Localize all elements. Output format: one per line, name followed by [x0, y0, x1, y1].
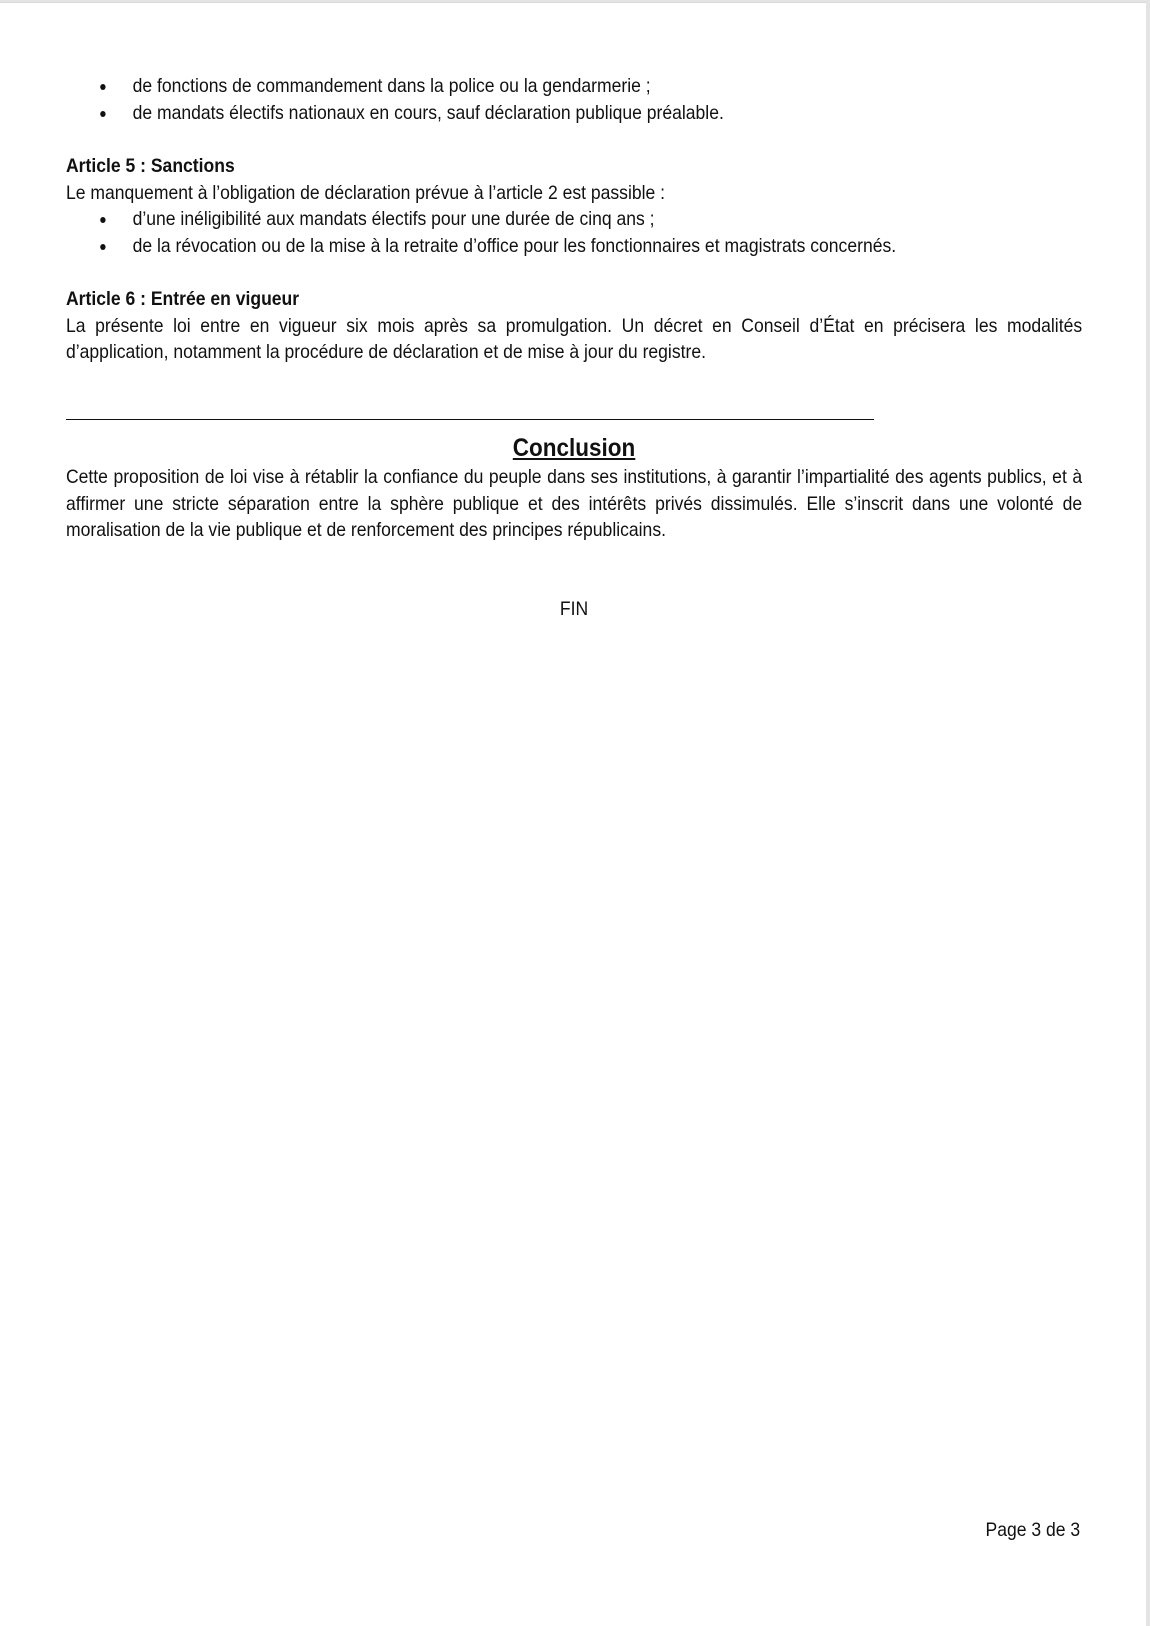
- bullet-icon: [100, 84, 105, 90]
- list-item: [66, 233, 1082, 260]
- section-divider: [66, 419, 874, 420]
- conclusion-title: Conclusion: [512, 434, 636, 462]
- conclusion-text: Cette proposition de loi vise à rétablir la confiance du peuple dans ses institutions, à garantir l’impartialité des agents publics, et à affirmer une stricte séparation entre la sphère publique et des intérêts privés dissimulés. Elle s’inscrit dans une volonté de moralisation de la vie publique et de renforcement des principes républicains.: [66, 466, 1083, 541]
- bullet-icon: [100, 111, 105, 117]
- list-item-text: de la révocation ou de la mise à la retraite d’office pour les fonctionnaires et magistrats concernés.: [132, 234, 897, 257]
- page-number: Page 3 de 3: [985, 1519, 1080, 1541]
- list-item: [66, 206, 1082, 233]
- document-body: [66, 73, 1082, 366]
- article-6-text: La présente loi entre en vigueur six mois après sa promulgation. Un décret en Conseil d’État en précisera les modalités d’application, notamment la procédure de déclaration et de mise à jour du registre.: [66, 314, 1083, 363]
- list-item: [66, 100, 1082, 127]
- list-item-text: de mandats électifs nationaux en cours, sauf déclaration publique préalable.: [132, 101, 724, 124]
- end-marker: FIN: [559, 597, 589, 620]
- list-item-text: d’une inéligibilité aux mandats électifs pour une durée de cinq ans ;: [132, 208, 655, 230]
- article-6: [66, 286, 1082, 366]
- continued-list: [66, 73, 1082, 126]
- article-5: [66, 153, 1082, 259]
- article-5-title: Article 5 : Sanctions: [66, 155, 235, 177]
- conclusion-section: [66, 433, 1082, 622]
- article-5-intro: Le manquement à l’obligation de déclaration prévue à l’article 2 est passible :: [66, 181, 666, 204]
- bullet-icon: [100, 244, 105, 250]
- list-item: [66, 73, 1082, 100]
- list-item-text: de fonctions de commandement dans la police ou la gendarmerie ;: [132, 75, 651, 97]
- article-5-list: [66, 206, 1082, 259]
- article-6-title: Article 6 : Entrée en vigueur: [66, 288, 300, 310]
- document-page: [0, 2, 1146, 1626]
- bullet-icon: [100, 217, 105, 223]
